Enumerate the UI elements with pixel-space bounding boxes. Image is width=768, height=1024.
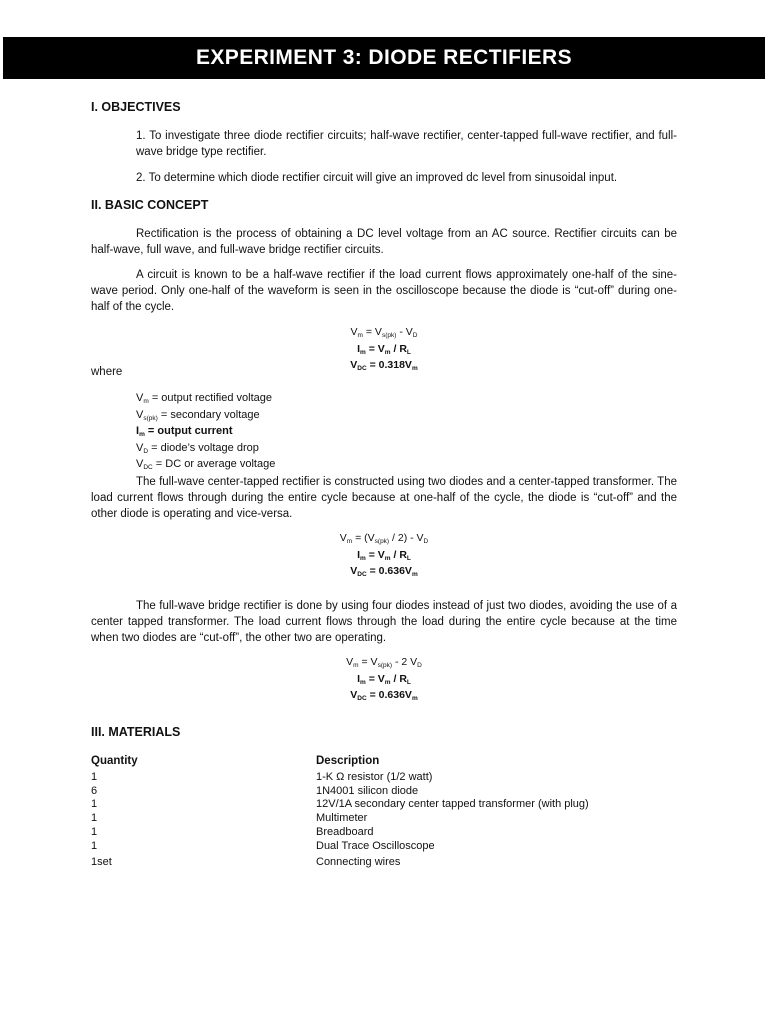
description-cell: Connecting wires	[316, 856, 401, 868]
definitions-list	[136, 392, 275, 475]
table-row	[91, 826, 691, 840]
table-row	[91, 771, 691, 785]
definition-item: $V_{s(pk)}$ = secondary voltage	[136, 408, 260, 422]
document-title-bar	[3, 37, 765, 79]
table-row	[91, 785, 691, 799]
definition-item: $V_m$ = output rectified voltage	[136, 392, 272, 405]
concept-paragraph-1: Rectification is the process of obtaining a DC level voltage from an AC source. Rectifier circuits can be half-wave, full wave, and full-wave bridge rectifier circuits.	[91, 228, 677, 256]
materials-heading: III. MATERIALS	[91, 725, 181, 739]
column-header-description: Description	[316, 755, 380, 767]
formula-line: $I_m = V_m / R_L$	[357, 548, 411, 562]
table-row	[91, 856, 691, 870]
quantity-cell: 1	[91, 771, 98, 783]
concept-paragraph-3: The full-wave center-tapped rectifier is constructed using two diodes and a center-tapped transformer. The load current flows through during the entire cycle because at one-half of the cycle, the diode is “cut-off” and the other diode is operating and vice-versa.	[91, 476, 677, 520]
formula-line: $V_{DC} = 0.318V_m$	[350, 359, 418, 372]
column-header-quantity: Quantity	[91, 755, 138, 767]
concept-paragraph-4: The full-wave bridge rectifier is done by using four diodes instead of just two diodes, avoiding the use of a center tapped transformer. The load current flows through the load during the entire cycle because at the time when two diodes are “cut-off”, the other two are operating.	[91, 600, 677, 644]
definition-item: $V_{DC}$ = DC or average voltage	[136, 458, 276, 471]
table-row	[91, 798, 691, 812]
objective-1: 1. To investigate three diode rectifier circuits; half-wave rectifier, center-tapped full-wave rectifier, and full-wave bridge type rectifier.	[136, 130, 677, 158]
quantity-cell: 1	[91, 840, 98, 852]
definition-item: $I_m$ = output current	[136, 425, 233, 438]
quantity-cell: 1	[91, 826, 98, 838]
quantity-cell: 1	[91, 798, 98, 810]
formula-line: $V_{DC} = 0.636V_m$	[350, 689, 418, 702]
description-cell: 12V/1A secondary center tapped transformer (with plug)	[316, 798, 589, 810]
formula-line: $V_m = V_{s(pk)} - V_D$	[350, 326, 418, 339]
basic-concept-heading: II. BASIC CONCEPT	[91, 198, 209, 212]
materials-table-header	[91, 755, 691, 769]
table-row	[91, 840, 691, 854]
formula-center-tapped	[0, 532, 768, 582]
quantity-cell: 1	[91, 812, 98, 824]
description-cell: Breadboard	[316, 826, 374, 838]
formula-line: $V_{DC} = 0.636V_m$	[350, 565, 418, 578]
formula-line: $V_m = V_{s(pk)} - 2$ $V_D$	[346, 656, 422, 669]
formula-bridge	[0, 656, 768, 706]
table-row	[91, 812, 691, 826]
formula-line: $V_m = (V_{s(pk)} / 2) - V_D$	[339, 532, 429, 545]
description-cell: 1-K Ω resistor (1/2 watt)	[316, 771, 433, 783]
objective-2: 2. To determine which diode rectifier circuit will give an improved dc level from sinusoidal input.	[136, 172, 618, 184]
formula-line: $I_m = V_m / R_L$	[357, 342, 411, 356]
definition-item: $V_D$ = diode’s voltage drop	[136, 441, 259, 455]
quantity-cell: 6	[91, 785, 98, 797]
concept-paragraph-2: A circuit is known to be a half-wave rectifier if the load current flows approximately one-half of the sine-wave period. Only one-half of the waveform is seen in the oscilloscope because the diode is “cut-off” during one-half of the cycle.	[91, 269, 677, 313]
where-label: where	[91, 366, 123, 378]
quantity-cell: 1set	[91, 856, 112, 868]
description-cell: Multimeter	[316, 812, 368, 824]
objectives-heading: I. OBJECTIVES	[91, 100, 181, 114]
formula-line: $I_m = V_m / R_L$	[357, 672, 411, 686]
description-cell: Dual Trace Oscilloscope	[316, 840, 435, 852]
description-cell: 1N4001 silicon diode	[316, 785, 419, 797]
document-title: EXPERIMENT 3: DIODE RECTIFIERS	[195, 46, 573, 69]
